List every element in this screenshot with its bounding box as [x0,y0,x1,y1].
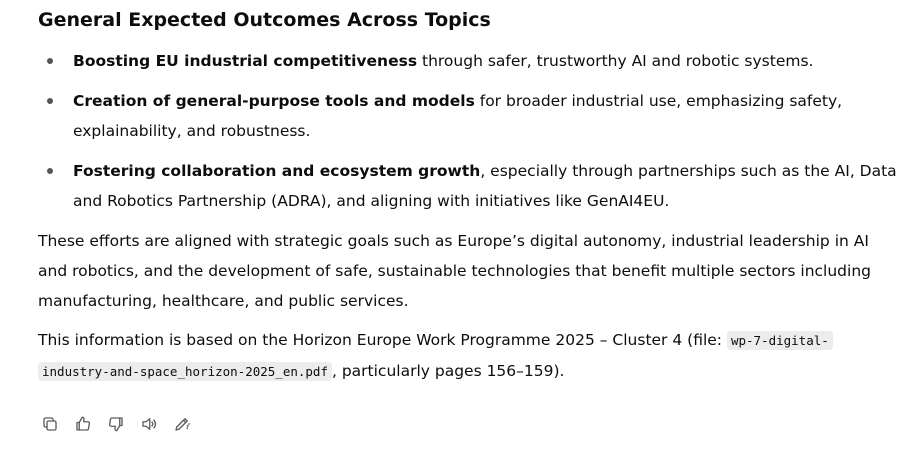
assistant-message [38,4,898,396]
edit-icon [173,415,191,433]
list-item-bold: Creation of general-purpose tools and models [73,92,475,110]
thumbs-down-button[interactable] [104,412,127,435]
list-item-bold: Fostering collaboration and ecosystem growth [73,162,481,180]
section-heading: General Expected Outcomes Across Topics [38,9,491,31]
source-text-end: , particularly pages 156–159). [331,362,565,380]
filename-code-1: wp-7-digital- [727,331,833,350]
list-item-text: for broader industrial use, emphasizing safety, explainability, and robustness. [73,92,843,140]
source-text: This information is based on the Horizon Europe Work Programme 2025 – Cluster 4 (file: [38,331,727,349]
summary-paragraph: These efforts are aligned with strategic goals such as Europe’s digital autonomy, industrial leadership in AI and robotics, and the development of safe, sustainable technologies that benefit multiple sectors including manufacturing, healthcare, and public services. [38,232,871,310]
bullet-dot [47,58,53,64]
list-item-text: through safer, trustworthy AI and robotic systems. [417,52,814,70]
source-paragraph [38,325,898,387]
read-aloud-button[interactable] [137,412,160,435]
list-item-bold: Boosting EU industrial competitiveness [73,52,418,70]
thumbs-up-button[interactable] [71,412,94,435]
bullet-dot [47,168,53,174]
list-item [38,86,898,146]
message-actions [38,412,193,435]
copy-button[interactable] [38,412,61,435]
edit-button[interactable] [170,412,193,435]
bullet-dot [47,98,53,104]
thumbs-down-icon [107,415,125,433]
thumbs-up-icon [74,415,92,433]
copy-icon [41,415,59,433]
list-item-text: , especially through partnerships such as the AI, Data and Robotics Partnership (ADRA), and aligning with initiatives like GenAI4EU. [73,162,897,210]
filename-code-2: industry-and-space_horizon-2025_en.pdf [38,362,332,381]
speaker-icon [140,415,158,433]
list-item [38,46,898,76]
outcomes-list [38,46,898,216]
list-item [38,156,898,216]
